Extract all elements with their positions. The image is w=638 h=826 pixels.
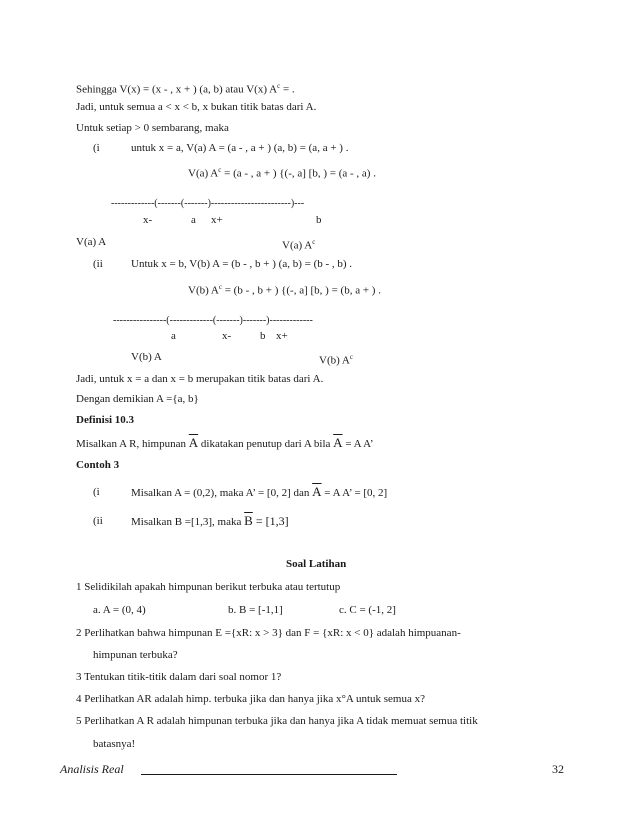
definition-text: Misalkan A R, himpunan $\overline{A}$ dikatakan penutup dari A bila $\overline{A} = A$ A’ (76, 435, 374, 450)
exercise-5-cont: batasnya! (93, 738, 136, 750)
case-i-text: untuk x = a, V(a) A = (a - , a + ) (a, b) = (a, a + ) . (131, 142, 349, 154)
vb-right: V(b) $A^c$ (319, 353, 353, 367)
case-ii-line2: V(b) $A^c = (b$ - , b + ) {(-, a] [b, ) = (b, a + ) . (188, 283, 381, 297)
exercise-2-cont: himpunan terbuka? (93, 649, 178, 661)
footer-title: Analisis Real (60, 762, 124, 776)
conclusion-line: Jadi, untuk x = a dan x = b merupakan titik batas dari A. (76, 373, 324, 385)
text-line-1: Sehingga V(x) = (x - , x + ) (a, b) atau V(x) $A^c$ = . (76, 82, 295, 96)
example-ii-text: Misalkan B =[1,3], maka $\overline{B} = [1,3]$ (131, 513, 289, 528)
exercise-5: 5 Perlihatkan A R adalah himpunan terbuka jika dan hanya jika A tidak memuat semua titik (76, 715, 478, 727)
case-i-line2: V(a) $A^c = (a$ - , a + ) {(-, a] [b, ) = (a - , a) . (188, 166, 376, 180)
footer-rule (141, 774, 397, 775)
vb-left: V(b) A (131, 351, 162, 363)
page-number: 32 (552, 762, 564, 776)
number-line-1-label-a: a (191, 214, 196, 226)
exercise-2: 2 Perlihatkan bahwa himpunan E ={xR: x > 3} dan F = {xR: x < 0} adalah himpuanan- (76, 627, 461, 639)
number-line-1-label-x-plus: x+ (211, 214, 223, 226)
number-line-1-label-b: b (316, 214, 322, 226)
exercise-3: 3 Tentukan titik-titik dalam dari soal nomor 1? (76, 671, 282, 683)
number-line-2-label-x-minus: x- (222, 330, 232, 342)
exercise-4: 4 Perlihatkan AR adalah himp. terbuka jika dan hanya jika x°A untuk semua x? (76, 693, 425, 705)
va-left: V(a) A (76, 236, 107, 248)
example-title: Contoh 3 (76, 459, 120, 471)
va-right: V(a) $A^c$ (282, 238, 316, 252)
example-i-label: (i (93, 486, 100, 498)
number-line-2-label-x-plus: x+ (276, 330, 288, 342)
number-line-1-label-x-minus: x- (143, 214, 153, 226)
exercise-1c: c. C = (-1, 2] (339, 604, 396, 616)
text-line-2: Jadi, untuk semua a < x < b, x bukan titik batas dari A. (76, 101, 317, 113)
exercise-1a: a. A = (0, 4) (93, 604, 146, 616)
case-ii-text: Untuk x = b, V(b) A = (b - , b + ) (a, b) = (b - , b) . (131, 258, 353, 270)
number-line-1: -------------(-------(-------)------------------------)--- (111, 198, 305, 209)
exercise-1b: b. B = [-1,1] (228, 604, 283, 616)
example-i-text: Misalkan A = (0,2), maka A’ = [0, 2] dan $\overline{A} = A$ A’ = [0, 2] (131, 484, 388, 499)
case-i-label: (i (93, 142, 100, 154)
case-ii-label: (ii (93, 258, 103, 270)
definition-title: Definisi 10.3 (76, 414, 135, 426)
number-line-2-label-a: a (171, 330, 176, 342)
dengan-line: Dengan demikian A ={a, b} (76, 393, 199, 405)
number-line-2-label-b: b (260, 330, 266, 342)
exercise-1: 1 Selidikilah apakah himpunan berikut terbuka atau tertutup (76, 581, 341, 593)
example-ii-label: (ii (93, 515, 103, 527)
text-line-3: Untuk setiap > 0 sembarang, maka (76, 122, 229, 134)
exercise-title: Soal Latihan (286, 558, 347, 570)
number-line-2: ----------------(-------------(-------)-------)------------- (113, 315, 313, 326)
